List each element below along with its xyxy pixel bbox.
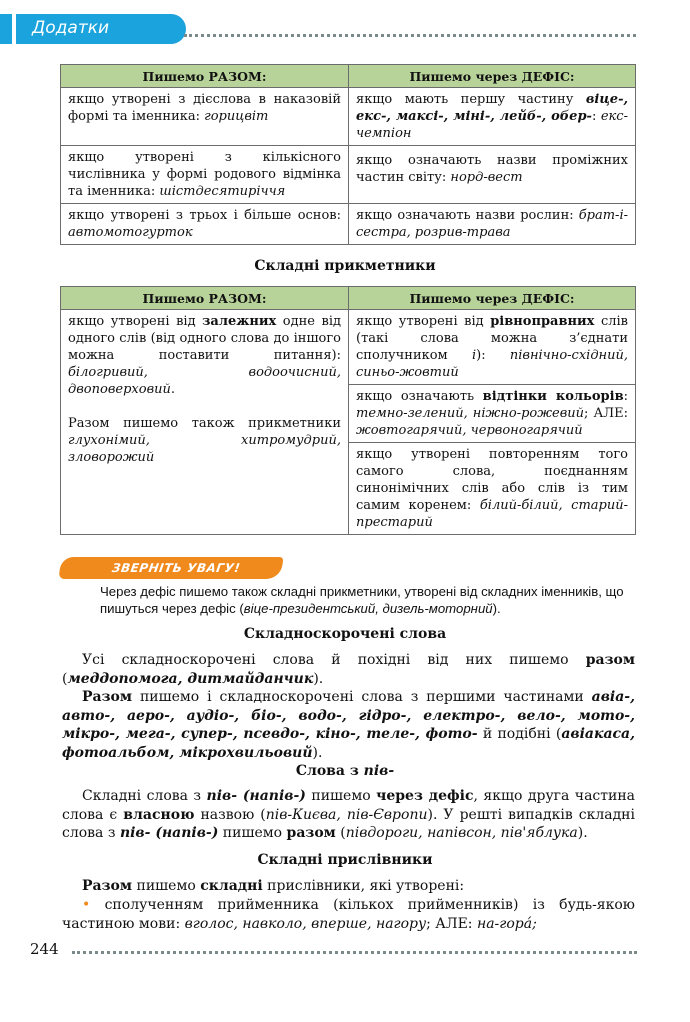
abbrev-paragraph-2: Разом пишемо і складноскорочені слова з першими частинами авіа-, авто-, аеро-, аудіо-, біо-, водо-, гідро-, електро-, вело-, мото-, мікро-, мега-, супер-, псевдо-, кіно-, теле-, фото- й подібні (авіакаса, фотоальбом, мікрохвильовий). [62,689,635,761]
piv-heading: Слова з пів- [295,763,395,779]
adjectives-together-rule: якщо утворені від залежних одне від одного слів (від одного слова до іншого можна поставити питання): білогривий, водоочисний, двоповерховий. [68,314,341,397]
compound-adjectives-table [60,286,636,535]
table-row: якщо утворені з дієслова в наказовій формі та іменника: горицвіт якщо мають першу частину віце-, екс-, максі-, міні-, лейб-, обер-: екс-чемпіон [61,88,636,146]
adjectives-hyphen-rule-1: якщо утворені від рівноправних слів (такі слова можна з’єднати сполучником і): північно-східний, синьо-жовтий [349,310,635,385]
table-row [61,310,636,535]
abbrev-paragraph-1: Усі складноскорочені слова й похідні від них пишемо разом (меддопомога, дитмайданчик). [62,652,635,687]
bullet-icon: • [82,897,91,913]
table-row: якщо утворені з трьох і більше основ: автомотогурток якщо означають назви рослин: брат-і-сестра, розрив-трава [61,204,636,245]
footer-dotted-rule [72,951,637,954]
adverbs-paragraph-1: Разом пишемо складні прислівники, які утворені: [82,878,465,894]
col-header-together: Пишемо РАЗОМ: [61,287,349,310]
attention-text: Через дефіс пишемо також складні прикметники, утворені від складних іменників, що пишуться через дефіс (віце-президентський, дизель-моторний). [100,584,624,616]
col-header-hyphen: Пишемо через ДЕФІС: [349,65,636,88]
section-header [0,14,690,46]
piv-paragraph: Складні слова з пів- (напів-) пишемо через дефіс, якщо друга частина слова є власною назвою (пів-Києва, пів-Європи). У решті випадків складні слова з пів- (напів-) пишемо разом (півдороги, напівсон, пів'яблука). [62,788,636,841]
adjectives-together-also: Разом пишемо також прикметники глухонімий, хитромудрий, зловорожий [68,416,341,465]
attention-badge: ЗВЕРНІТЬ УВАГУ! [58,557,283,579]
page-number: 244 [30,940,59,958]
adjectives-hyphen-rule-2: якщо означають відтінки кольорів: темно-зелений, ніжно-рожевий; АЛЕ: жовтогарячий, червоногарячий [349,385,635,443]
section-title: Додатки [32,18,110,38]
adjectives-hyphen-rule-3: якщо утворені повторенням того самого слова, поєднанням синонімічних слів або слів із тим самим коренем: білий-білий, старий-престарий [356,447,628,530]
adverbs-paragraph-2: • сполученням прийменника (кількох прийменників) із будь-якою частиною мови: вголос, навколо, вперше, нагору; АЛЕ: на-горá; [62,897,635,932]
col-header-hyphen: Пишемо через ДЕФІС: [349,287,636,310]
col-header-together: Пишемо РАЗОМ: [61,65,349,88]
header-dotted-rule [184,34,636,37]
adverbs-heading: Складні прислівники [257,852,433,868]
abbrev-heading: Складноскорочені слова [243,626,447,642]
compound-nouns-table [60,64,636,245]
adjectives-heading: Складні прикметники [254,258,436,274]
table-row: якщо утворені з кількісного числівника у формі родового відмінка та іменника: шістдесятиріччя якщо означають назви проміжних частин світу: норд-вест [61,146,636,204]
